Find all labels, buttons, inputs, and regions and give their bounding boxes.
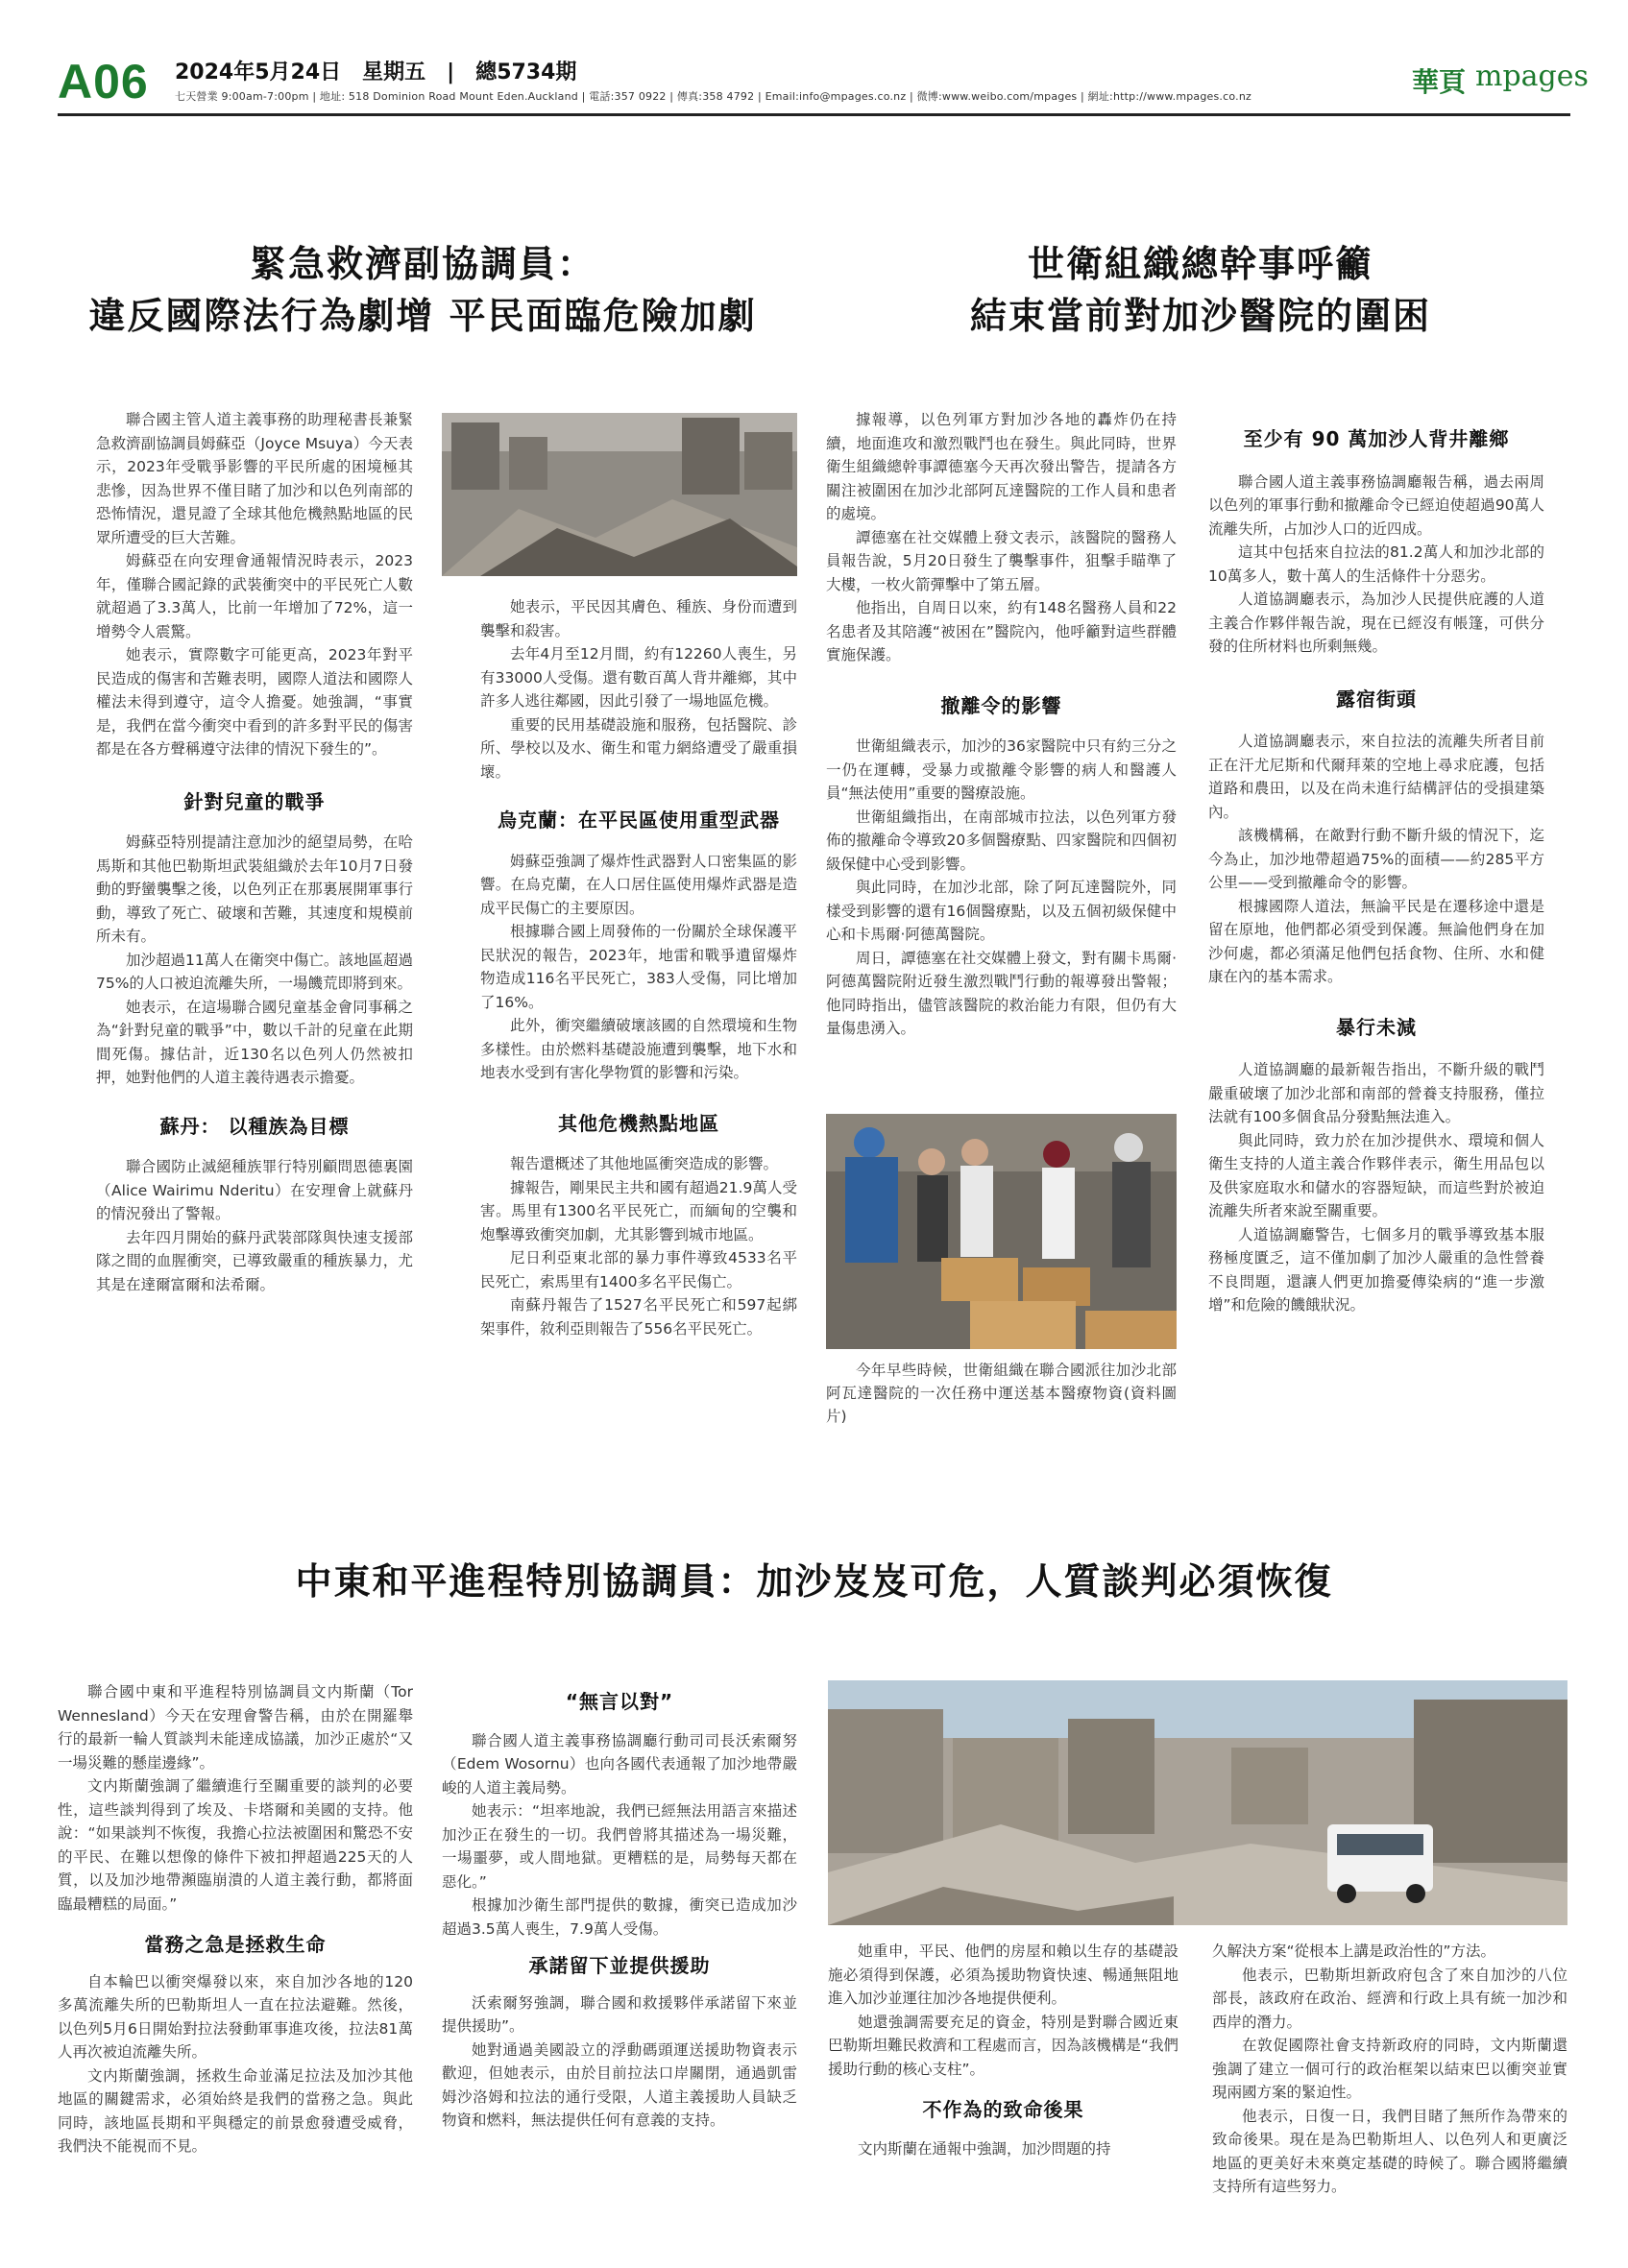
paragraph: 文内斯蘭強調，拯救生命並滿足拉法及加沙其他地區的關鍵需求，必須始終是我們的當務之急。與此同時，該地區長期和平與穩定的前景愈發遭受威脅，我們決不能視而不見。	[58, 2066, 413, 2155]
article2-column1	[826, 408, 1177, 1041]
article1-headline-line2: 違反國際法行為劇增 平民面臨危險加劇	[88, 295, 757, 337]
paragraph: 沃索爾努強調，聯合國和救援夥伴承諾留下來並提供援助”。	[442, 1993, 797, 2035]
contact-info-line: 七天營業 9:00am-7:00pm | 地址: 518 Dominion Road Mount Eden.Auckland | 電話:357 0922 | 傳真:358 4792 | Email:info@mpages.co.nz | 微博:www.weibo.com/mpages | 網址:http://www.mpages.co.nz	[175, 90, 1251, 103]
paragraph: 她重申，平民、他們的房屋和賴以生存的基礎設施必須得到保護，必須為援助物資快速、暢通無阻地進入加沙並運往加沙各地提供便利。	[828, 1942, 1178, 2007]
paragraph: 人道協調廳表示，來自拉法的流離失所者目前正在汗尤尼斯和代爾拜萊的空地上尋求庇護，包括道路和農田，以及在尚未進行結構評估的受損建築內。	[1208, 733, 1544, 821]
paragraph: 姆蘇亞強調了爆炸性武器對人口密集區的影響。在烏克蘭，在人口居住區使用爆炸武器是造成平民傷亡的主要原因。	[480, 852, 797, 917]
article3-headline: 中東和平進程特別協調員：加沙岌岌可危，人質談判必須恢復	[295, 1560, 1333, 1603]
subheading: 烏克蘭：在平民區使用重型武器	[498, 808, 780, 832]
article3-column1	[58, 1680, 413, 2159]
paragraph: 聯合國中東和平進程特別協調員文内斯蘭（Tor Wennesland）今天在安理會警告稱，由於在開羅舉行的最新一輪人質談判未能達成協議，加沙正處於“又一場災難的懸崖邊緣”。	[58, 1683, 413, 1772]
paragraph: 據報告，剛果民主共和國有超過21.9萬人受害。馬里有1300名平民死亡，而緬甸的空襲和炮擊導致衝突加劇，尤其影響到城市地區。	[480, 1178, 797, 1243]
paragraph: 世衛組織指出，在南部城市拉法，以色列軍方發佈的撤離命令導致20多個醫療點、四家醫院和四個初級保健中心受到影響。	[826, 808, 1177, 873]
paragraph: 文内斯蘭強調了繼續進行至關重要的談判的必要性，這些談判得到了埃及、卡塔爾和美國的支持。他說：“如果談判不恢復，我擔心拉法被圍困和驚恐不安的平民、在難以想像的條件下被扣押超過225天的人質，以及加沙地帶瀕臨崩潰的人道主義行動，都將面臨最糟糕的局面。”	[58, 1777, 413, 1913]
article1-column2	[480, 595, 797, 1340]
article1-headline	[38, 238, 807, 342]
paragraph: 譚德塞在社交媒體上發文表示，該醫院的醫務人員報告說，5月20日發生了襲擊事件，狙擊手瞄準了大樓，一枚火箭彈擊中了第五層。	[826, 528, 1177, 593]
article1-column1	[96, 408, 413, 1296]
paragraph: 他表示，巴勒斯坦新政府包含了來自加沙的八位部長，該政府在政治、經濟和行政上具有統一加沙和西岸的潛力。	[1212, 1966, 1567, 2031]
paragraph: 她表示，在這場聯合國兒童基金會同事稱之為“針對兒童的戰爭”中，數以千計的兒童在此期間死傷。據估計，近130名以色列人仍然被扣押，她對他們的人道主義待遇表示擔憂。	[96, 998, 413, 1086]
mpages-logo	[1412, 58, 1589, 100]
subheading: 蘇丹： 以種族為目標	[159, 1114, 350, 1138]
paragraph: 她對通過美國設立的浮動碼頭運送援助物資表示歡迎，但她表示，由於目前拉法口岸關閉，通過凱雷姆沙洛姆和拉法的通行受限，人道主義援助人員缺乏物資和燃料，無法提供任何有意義的支持。	[442, 2040, 797, 2129]
paragraph: 她還強調需要充足的資金，特別是對聯合國近東巴勒斯坦難民救濟和工程處而言，因為該機構是“我們援助行動的核心支柱”。	[828, 2013, 1178, 2078]
article3-column4	[1212, 1940, 1567, 2199]
article2-headline-line2: 結束當前對加沙醫院的圍困	[969, 295, 1431, 337]
paragraph: 據報導，以色列軍方對加沙各地的轟炸仍在持續，地面進攻和激烈戰鬥也在發生。與此同時，世界衛生組織總幹事譚德塞今天再次發出警告，提請各方關注被圍困在加沙北部阿瓦達醫院的工作人員和患者的處境。	[826, 411, 1177, 522]
article1-headline-line1: 緊急救濟副協調員：	[249, 243, 595, 285]
paragraph: 聯合國人道主義事務協調廳行動司司長沃索爾努（Edem Wosornu）也向各國代表通報了加沙地帶嚴峻的人道主義局勢。	[442, 1731, 797, 1797]
paragraph: 根據國際人道法，無論平民是在遷移途中還是留在原地，他們都必須受到保護。無論他們身在加沙何處，都必須滿足他們包括食物、住所、水和健康在內的基本需求。	[1208, 897, 1544, 985]
page-number: A06	[58, 55, 149, 109]
photo-caption: 今年早些時候，世衛組織在聯合國派往加沙北部阿瓦達醫院的一次任務中運送基本醫療物資(資料圖片)	[826, 1362, 1177, 1425]
paragraph: 尼日利亞東北部的暴力事件導致4533名平民死亡，索馬里有1400多名平民傷亡。	[480, 1249, 797, 1291]
logo-text: mpages	[1475, 60, 1589, 93]
subheading: 暴行未減	[1336, 1015, 1417, 1039]
paragraph: 與此同時，致力於在加沙提供水、環境和個人衛生支持的人道主義合作夥伴表示，衛生用品包以及供家庭取水和儲水的容器短缺，而這些對於被迫流離失所者來說至關重要。	[1208, 1131, 1544, 1219]
subheading: 撤離令的影響	[940, 693, 1062, 717]
paragraph: 姆蘇亞特別提請注意加沙的絕望局勢，在哈馬斯和其他巴勒斯坦武裝組織於去年10月7日發動的野蠻襲擊之後，以色列正在那裏展開軍事行動，導致了死亡、破壞和苦難，其速度和規模前所未有。	[96, 833, 413, 945]
paragraph: 這其中包括來自拉法的81.2萬人和加沙北部的10萬多人，數十萬人的生活條件十分惡劣。	[1208, 543, 1544, 585]
photo-un-vehicle-ruins	[828, 1680, 1567, 1925]
medical-supplies-photo-graphic	[826, 1114, 1177, 1349]
subheading: 針對兒童的戰爭	[183, 789, 326, 813]
paragraph: 周日，譚德塞在社交媒體上發文，對有關卡馬爾·阿德萬醫院附近發生激烈戰鬥行動的報導發出警報；他同時指出，儘管該醫院的救治能力有限，但仍有大量傷患湧入。	[826, 949, 1177, 1037]
article2-headline	[816, 238, 1585, 342]
paragraph: 南蘇丹報告了1527名平民死亡和597起綁架事件，敘利亞則報告了556名平民死亡。	[480, 1296, 797, 1338]
paragraph: 他表示，日復一日，我們目睹了無所作為帶來的致命後果。現在是為巴勒斯坦人、以色列人和更廣泛地區的更美好未來奠定基礎的時候了。聯合國將繼續支持所有這些努力。	[1212, 2107, 1567, 2195]
paragraph: 世衛組織表示，加沙的36家醫院中只有約三分之一仍在運轉，受暴力或撤離令影響的病人和醫護人員“無法使用”重要的醫療設施。	[826, 737, 1177, 802]
paragraph: 根據加沙衛生部門提供的數據，衝突已造成加沙超過3.5萬人喪生，7.9萬人受傷。	[442, 1896, 797, 1938]
paragraph: 聯合國防止滅絕種族罪行特別顧問恩德裏園（Alice Wairimu Nderitu）在安理會上就蘇丹的情況發出了警報。	[96, 1158, 413, 1222]
article3-column2	[442, 1680, 797, 2133]
article3-column3	[828, 1940, 1178, 2160]
paragraph: 在敦促國際社會支持新政府的同時，文内斯蘭還強調了建立一個可行的政治框架以結束巴以衝突並實現兩國方案的緊迫性。	[1212, 2037, 1567, 2101]
paragraph: 人道協調廳表示，為加沙人民提供庇護的人道主義合作夥伴報告說，現在已經沒有帳篷，可供分發的住所材料也所剩無幾。	[1208, 591, 1544, 655]
photo-who-supplies	[826, 1114, 1177, 1349]
subheading: “無言以對”	[565, 1690, 674, 1713]
header-rule	[58, 113, 1570, 116]
paragraph: 她表示，實際數字可能更高，2023年對平民造成的傷害和苦難表明，國際人道法和國際人權法未得到遵守，這令人擔憂。她強調，“事實是，我們在當今衝突中看到的許多對平民的傷害都是在各方聲稱遵守法律的情況下發生的”。	[96, 646, 413, 758]
paragraph: 她表示，平民因其膚色、種族、身份而遭到襲擊和殺害。	[480, 598, 797, 639]
photo-destroyed-buildings	[442, 413, 797, 576]
paragraph: 他指出，自周日以來，約有148名醫務人員和22名患者及其陪護“被困在”醫院內，他呼籲對這些群體實施保護。	[826, 599, 1177, 664]
paragraph: 該機構稱，在敵對行動不斷升級的情況下，迄今為止，加沙地帶超過75%的面積——約285平方公里——受到撤離命令的影響。	[1208, 827, 1544, 891]
paragraph: 與此同時，在加沙北部，除了阿瓦達醫院外，同樣受到影響的還有16個醫療點，以及五個初級保健中心和卡馬爾·阿德萬醫院。	[826, 879, 1177, 943]
paragraph: 人道協調廳警告，七個多月的戰爭導致基本服務極度匱乏，這不僅加劇了加沙人嚴重的急性營養不良問題，還讓人們更加擔憂傳染病的“進一步激增”和危險的饑餓狀況。	[1208, 1225, 1544, 1314]
paragraph: 她表示：“坦率地說，我們已經無法用語言來描述加沙正在發生的一切。我們曾將其描述為一場災難，一場噩夢，或人間地獄。更糟糕的是，局勢每天都在惡化。”	[442, 1802, 797, 1891]
subheading: 當務之急是拯救生命	[144, 1933, 327, 1956]
subheading: 不作為的致命後果	[922, 2098, 1084, 2121]
un-vehicle-photo-graphic	[828, 1680, 1567, 1925]
paragraph: 聯合國主管人道主義事務的助理秘書長兼緊急救濟副協調員姆蘇亞（Joyce Msuya）今天表示，2023年受戰爭影響的平民所處的困境極其悲慘，因為世界不僅目睹了加沙和以色列南部的恐怖情況，還見證了全球其他危機熱點地區的民眾所遭受的巨大苦難。	[96, 411, 413, 546]
subheading: 露宿街頭	[1336, 687, 1417, 711]
article2-headline-line1: 世衛組織總幹事呼籲	[1027, 243, 1373, 285]
rubble-photo-graphic	[442, 413, 797, 576]
subheading: 至少有 90 萬加沙人背井離鄉	[1243, 427, 1510, 450]
paragraph: 報告還概述了其他地區衝突造成的影響。	[510, 1155, 779, 1172]
article2-column2	[1208, 408, 1544, 1317]
paragraph: 此外，衝突繼續破壞該國的自然環境和生物多樣性。由於燃料基礎設施遭到襲擊，地下水和地表水受到有害化學物質的影響和污染。	[480, 1017, 797, 1081]
subheading: 承諾留下並提供援助	[528, 1954, 711, 1977]
paragraph: 姆蘇亞在向安理會通報情況時表示，2023年，僅聯合國記錄的武裝衝突中的平民死亡人數就超過了3.3萬人，比前一年增加了72%，這一增勢令人震驚。	[96, 552, 413, 640]
paragraph: 自本輪巴以衝突爆發以來，來自加沙各地的120多萬流離失所的巴勒斯坦人一直在拉法避難。然後，以色列5月6日開始對拉法發動軍事進攻後，拉法81萬人再次被迫流離失所。	[58, 1972, 413, 2061]
paragraph: 聯合國人道主義事務協調廳報告稱，過去兩周以色列的軍事行動和撤離命令已經迫使超過90萬人流離失所，占加沙人口的近四成。	[1208, 472, 1544, 538]
logo-mark: 華頁	[1412, 66, 1467, 98]
paragraph: 加沙超過11萬人在衛突中傷亡。該地區超過75%的人口被迫流離失所，一場饑荒即將到來。	[96, 951, 413, 992]
paragraph: 文内斯蘭在通報中強調，加沙問題的持	[858, 2139, 1111, 2158]
paragraph: 去年4月至12月間，約有12260人喪生，另有33000人受傷。還有數百萬人背井離鄉，其中許多人逃往鄰國，因此引發了一場地區危機。	[480, 645, 797, 710]
subheading: 其他危機熱點地區	[558, 1111, 719, 1135]
issue-date-line: 2024年5月24日 星期五 | 總5734期	[175, 60, 577, 84]
paragraph: 根據聯合國上周發佈的一份關於全球保護平民狀況的報告，2023年，地雷和戰爭遺留爆炸物造成116名平民死亡，383人受傷，同比增加了16%。	[480, 923, 797, 1011]
paragraph: 久解決方案“從根本上講是政治性的”方法。	[1212, 1942, 1496, 1960]
paragraph: 人道協調廳的最新報告指出，不斷升級的戰鬥嚴重破壞了加沙北部和南部的營養支持服務，僅拉法就有100多個食品分發點無法進入。	[1208, 1061, 1544, 1125]
paragraph: 去年四月開始的蘇丹武裝部隊與快速支援部隊之間的血腥衝突，已導致嚴重的種族暴力，尤其是在達爾富爾和法希爾。	[96, 1228, 413, 1293]
paragraph: 重要的民用基礎設施和服務，包括醫院、診所、學校以及水、衛生和電力網絡遭受了嚴重損壞。	[480, 715, 797, 781]
